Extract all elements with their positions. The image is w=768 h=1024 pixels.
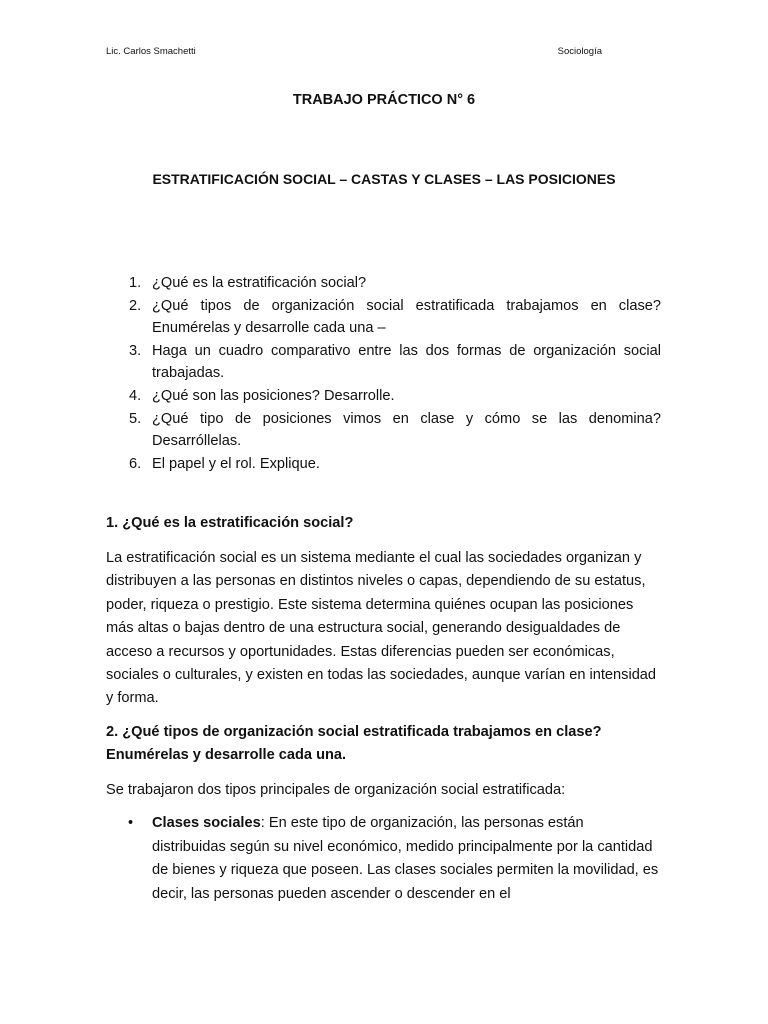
section1-paragraph: La estratificación social es un sistema mediante el cual las sociedades organizan y distribuyen a las personas en distintos niveles o capas, dependiendo de su estatus, poder, riqueza o prestigio. Este sistema determina quiénes ocupan las posiciones más altas o bajas dentro de una estructura social, generando desigualdades de acceso a recursos y oportunidades. Estas diferencias pueden ser económicas, sociales o culturales, y existen en todas las sociedades, aunque varían en intensidad y forma. <box>106 550 657 707</box>
question-text: ¿Qué son las posiciones? Desarrolle. <box>152 387 395 404</box>
section2-intro: Se trabajaron dos tipos principales de organización social estratificada: <box>106 781 566 798</box>
header-author: Lic. Carlos Smachetti <box>106 46 196 57</box>
question-number: 6. <box>129 455 142 472</box>
question-text: ¿Qué tipo de posiciones vimos en clase y cómo se las denomina? Desarróllelas. <box>152 410 661 450</box>
question-text: El papel y el rol. Explique. <box>152 455 320 472</box>
question-number: 2. <box>129 297 142 314</box>
bullet-text: : En este tipo de organización, las personas están distribuidas según su nivel económico, medido principalmente por la cantidad de bienes y riqueza que poseen. Las clases sociales permiten la movilidad, es decir, las personas pueden ascender o descender en el <box>152 815 659 903</box>
question-number: 3. <box>129 342 142 359</box>
bullet-dot-icon: • <box>128 815 134 832</box>
answers-section <box>106 512 660 907</box>
bullet-item <box>128 812 660 906</box>
question-item <box>129 385 661 408</box>
question-item <box>129 295 661 340</box>
question-text: ¿Qué es la estratificación social? <box>152 275 367 291</box>
document-title: TRABAJO PRÁCTICO N° 6 <box>292 92 476 108</box>
question-number: 5. <box>129 410 142 427</box>
question-item <box>129 408 661 453</box>
section2-heading: 2. ¿Qué tipos de organización social estratificada trabajamos en clase? Enumérelas y desarrolle cada una. <box>106 723 602 763</box>
question-item <box>129 340 661 385</box>
page-header <box>106 46 602 57</box>
header-subject: Sociología <box>557 46 602 57</box>
questions-list <box>129 272 661 475</box>
section2-bullet-list <box>106 812 660 906</box>
question-number: 4. <box>129 387 142 404</box>
section1-heading: 1. ¿Qué es la estratificación social? <box>106 515 354 531</box>
document-subtitle: ESTRATIFICACIÓN SOCIAL – CASTAS Y CLASES – LAS POSICIONES <box>152 171 616 187</box>
question-text: Haga un cuadro comparativo entre las dos formas de organización social trabajadas. <box>152 342 661 382</box>
bullet-term: Clases sociales <box>152 815 261 832</box>
question-item <box>129 453 661 476</box>
question-number: 1. <box>129 275 142 291</box>
question-text: ¿Qué tipos de organización social estratificada trabajamos en clase? Enumérelas y desarrolle cada una – <box>152 297 661 337</box>
question-item <box>129 272 661 295</box>
